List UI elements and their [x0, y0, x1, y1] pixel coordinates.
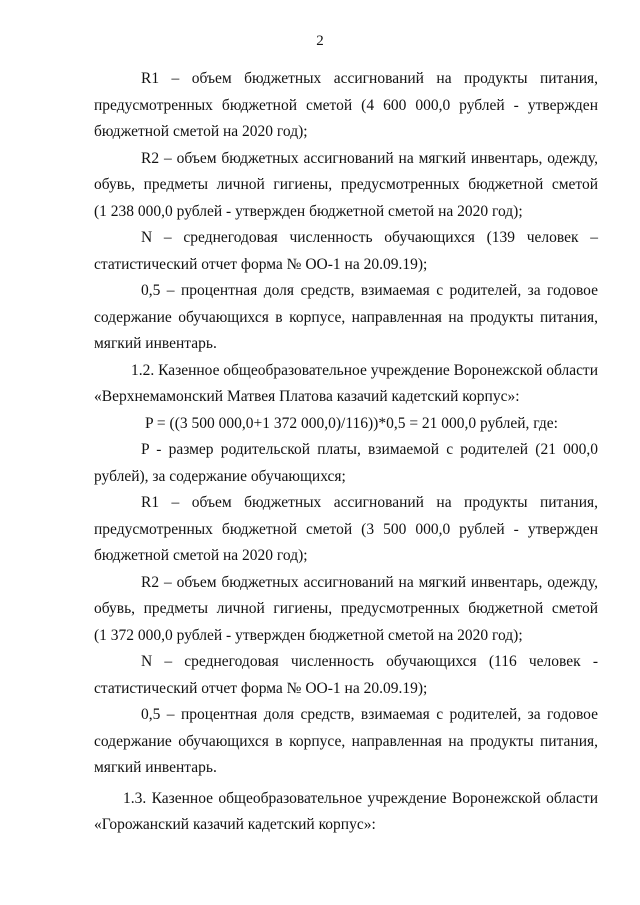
text-line: 1.2. Казенное общеобразовательное учреждение Воронежской области [131, 361, 598, 379]
text-line: предусмотренных бюджетной сметой (4 600 000,0 рублей - утвержден [94, 96, 598, 114]
formula-line: P = ((3 500 000,0+1 372 000,0)/116))*0,5 = 21 000,0 рублей, где: [145, 414, 558, 432]
text-line: R2 – объем бюджетных ассигнований на мягкий инвентарь, одежду, [141, 149, 598, 167]
r1-definition-paragraph [94, 66, 598, 146]
text-line: обувь, предметы личной гигиены, предусмотренных бюджетной сметой [94, 600, 598, 617]
section-heading [94, 358, 598, 411]
text-line: (1 372 000,0 рублей - утвержден бюджетной сметой на 2020 год); [94, 626, 523, 644]
text-line: мягкий инвентарь. [94, 759, 217, 776]
page-number: 2 [316, 33, 324, 49]
r2-definition-paragraph [94, 146, 598, 226]
text-line: статистический отчет форма № ОО-1 на 20.09.19); [94, 679, 428, 697]
text-line: бюджетной сметой на 2020 год); [94, 547, 308, 564]
r1-definition-paragraph [94, 490, 598, 570]
text-line: содержание обучающихся в корпусе, направленная на продукты питания, [94, 732, 598, 750]
text-line: статистический отчет форма № ОО-1 на 20.09.19); [94, 255, 428, 273]
text-line: предусмотренных бюджетной сметой (3 500 000,0 рублей - утвержден [94, 520, 598, 538]
text-line: R2 – объем бюджетных ассигнований на мягкий инвентарь, одежду, [141, 573, 598, 591]
share-definition-paragraph [94, 278, 598, 358]
text-line: мягкий инвентарь. [94, 335, 217, 352]
text-line: 0,5 – процентная доля средств, взимаемая с родителей, за годовое [141, 282, 598, 299]
text-line: 0,5 – процентная доля средств, взимаемая с родителей, за годовое [141, 706, 598, 723]
text-line: 1.3. Казенное общеобразовательное учреждение Воронежской области [123, 789, 598, 807]
text-line: P - размер родительской платы, взимаемой с родителей (21 000,0 [141, 441, 598, 458]
document-body [94, 66, 598, 839]
text-line: «Верхнемамонский Матвея Платова казачий кадетский корпус»: [94, 388, 520, 405]
text-line: «Горожанский казачий кадетский корпус»: [94, 816, 376, 833]
text-line: N – среднегодовая численность обучающихся (139 человек – [141, 229, 598, 246]
r2-definition-paragraph [94, 570, 598, 650]
text-line: бюджетной сметой на 2020 год); [94, 123, 308, 140]
section-heading [94, 786, 598, 839]
text-line: R1 – объем бюджетных ассигнований на продукты питания, [141, 70, 598, 87]
p-definition-paragraph [94, 437, 598, 490]
text-line: N – среднегодовая численность обучающихся (116 человек - [141, 653, 598, 670]
share-definition-paragraph [94, 702, 598, 782]
n-definition-paragraph [94, 649, 598, 702]
text-line: (1 238 000,0 рублей - утвержден бюджетной сметой на 2020 год); [94, 202, 523, 220]
text-line: содержание обучающихся в корпусе, направленная на продукты питания, [94, 308, 598, 326]
n-definition-paragraph [94, 225, 598, 278]
text-line: R1 – объем бюджетных ассигнований на продукты питания, [141, 494, 598, 511]
text-line: рублей), за содержание обучающихся; [94, 467, 346, 485]
formula-paragraph [94, 411, 598, 438]
text-line: обувь, предметы личной гигиены, предусмотренных бюджетной сметой [94, 176, 598, 193]
